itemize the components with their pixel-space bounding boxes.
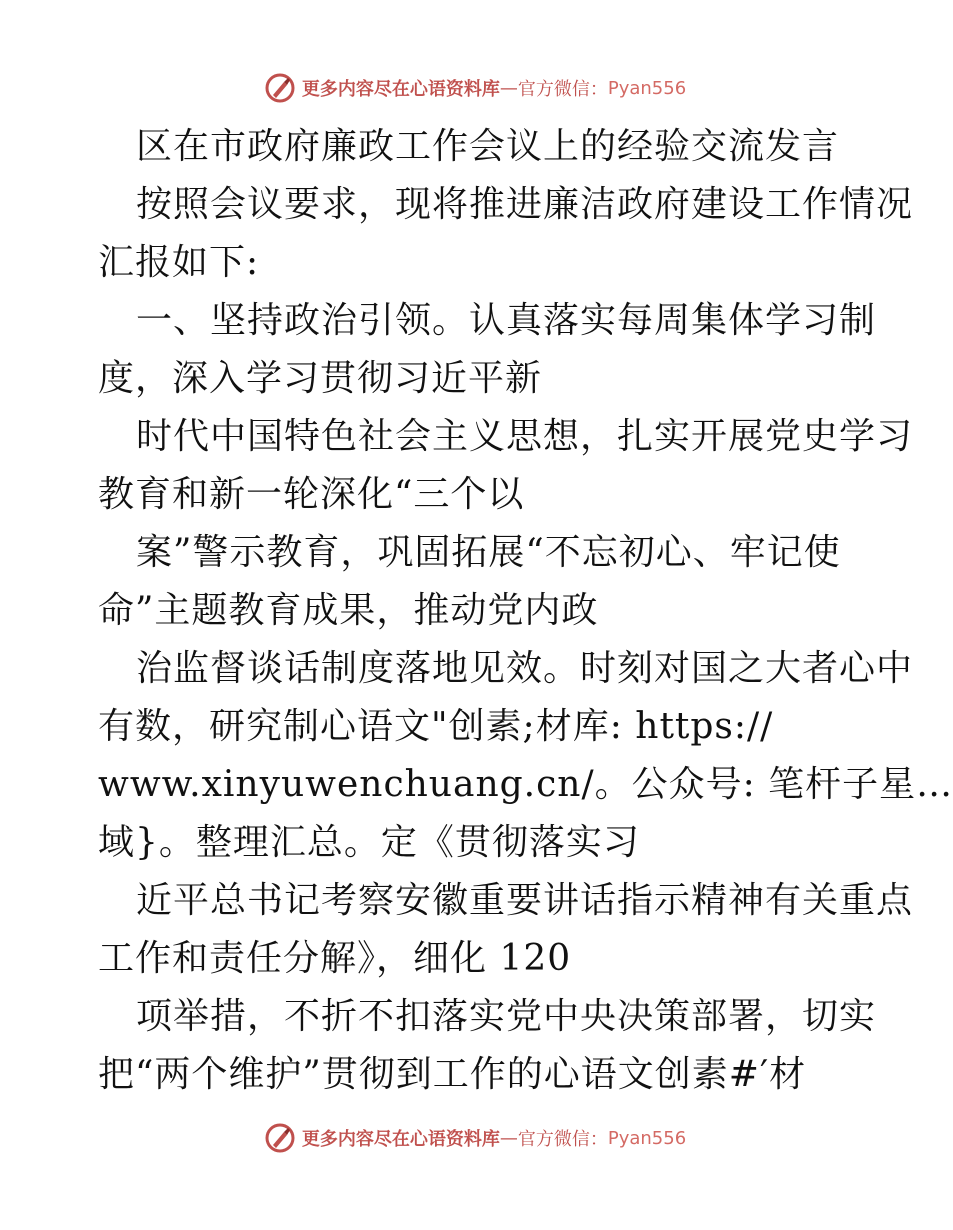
text-line: 有数，研究制心语文"创素;材库: https://	[98, 706, 774, 747]
footer-watermark	[0, 1118, 950, 1158]
watermark-main-text: 更多内容尽在心语资料库	[301, 1129, 500, 1150]
pen-logo-icon	[264, 72, 296, 104]
text-line: 治监督谈话制度落地见效。时刻对国之大者心中	[136, 648, 914, 689]
text-line: 项举措，不折不扣落实党中央决策部署，切实	[136, 996, 877, 1037]
text-line: 按照会议要求，现将推进廉洁政府建设工作情况	[136, 184, 914, 225]
watermark-separator: —	[499, 77, 518, 99]
text-line: 汇报如下:	[98, 242, 260, 283]
text-line: 近平总书记考察安徽重要讲话指示精神有关重点	[136, 880, 914, 921]
text-line: 度，深入学习贯彻习近平新	[98, 358, 543, 399]
text-line: 案”警示教育，巩固拓展“不忘初心、牢记使	[136, 532, 841, 573]
watermark-wechat-id: Pyan556	[607, 77, 687, 99]
watermark-separator: —	[499, 1127, 518, 1149]
text-line: 域}。整理汇总。定《贯彻落实习	[98, 822, 640, 863]
header-watermark	[0, 68, 950, 108]
watermark-wechat-label: 官方微信：	[517, 1129, 608, 1150]
text-line: 一、坚持政治引领。认真落实每周集体学习制	[136, 300, 877, 341]
watermark-wechat-label: 官方微信：	[517, 79, 608, 100]
text-line: 教育和新一轮深化“三个以	[98, 474, 525, 515]
pen-logo-icon	[264, 1122, 296, 1154]
text-line: 时代中国特色社会主义思想，扎实开展党史学习	[136, 416, 914, 457]
watermark-wechat-id: Pyan556	[607, 1127, 687, 1149]
watermark-main-text: 更多内容尽在心语资料库	[301, 79, 500, 100]
document-title: 区在市政府廉政工作会议上的经验交流发言	[136, 126, 840, 167]
text-line: 把“两个维护”贯彻到工作的心语文创素#′材	[98, 1054, 807, 1095]
text-line: 工作和责任分解》，细化 120	[98, 938, 572, 979]
document-body	[98, 118, 953, 1104]
text-line: 命”主题教育成果，推动党内政	[98, 590, 599, 631]
text-line: www.xinyuwenchuang.cn/。公众号: 笔杆子星…	[98, 764, 953, 805]
